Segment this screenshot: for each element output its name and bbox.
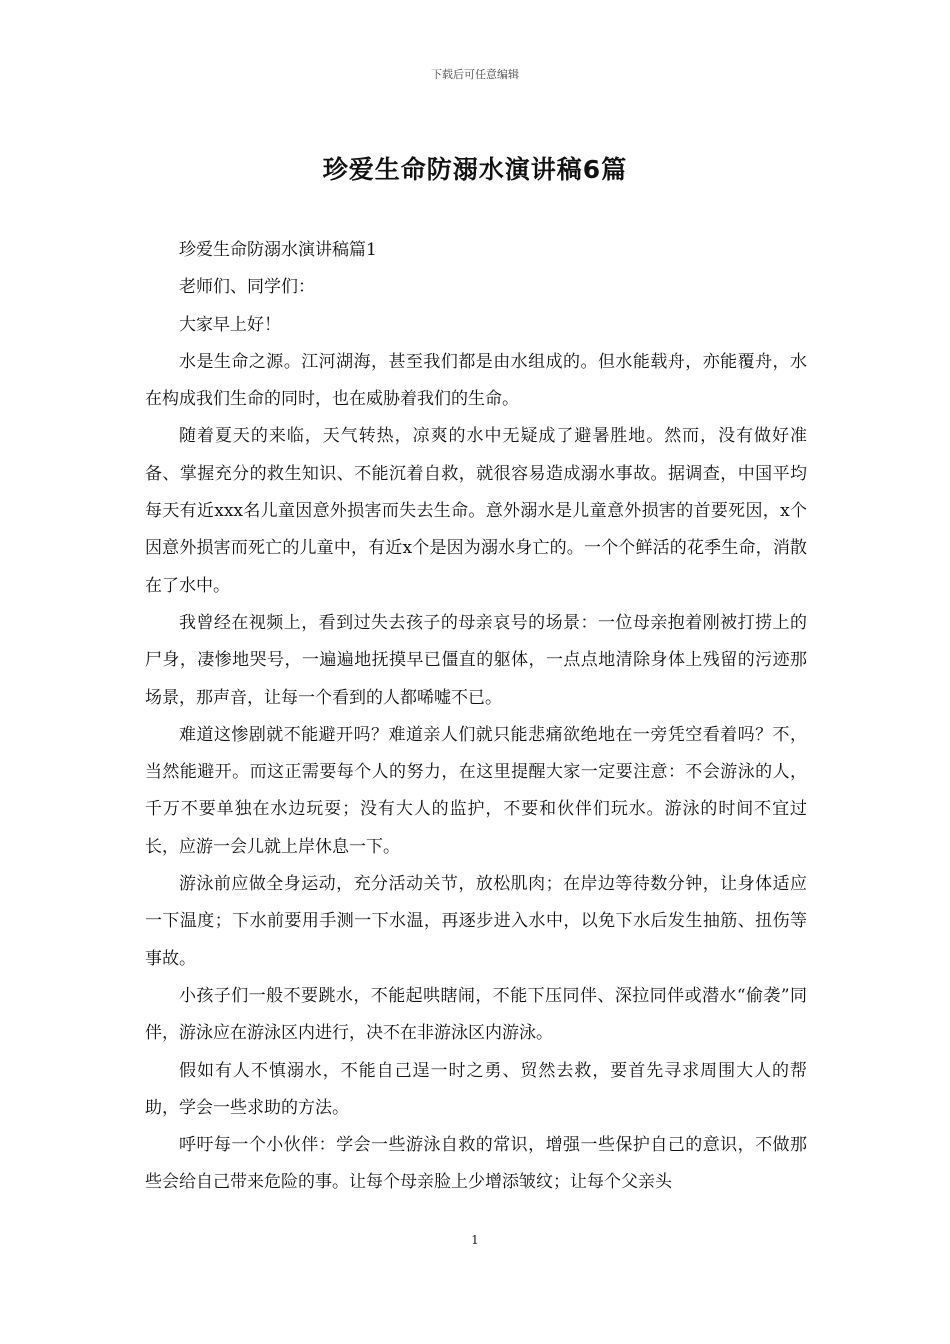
body-paragraph: 难道这惨剧就不能避开吗？难道亲人们就只能悲痛欲绝地在一旁凭空看着吗？不，当然能避开。而这正需要每个人的努力，在这里提醒大家一定要注意：不会游泳的人，千万不要单独在水边玩耍；没有大人的监护，不要和伙伴们玩水。游泳的时间不宜过长，应游一会儿就上岸休息一下。 xyxy=(145,724,807,857)
document-title: 珍爱生命防溺水演讲稿6篇 xyxy=(322,155,628,184)
document-body xyxy=(145,232,807,1202)
body-paragraph: 游泳前应做全身运动，充分活动关节，放松肌肉；在岸边等待数分钟，让身体适应一下温度；下水前要用手测一下水温，再逐步进入水中，以免下水后发生抽筋、扭伤等事故。 xyxy=(145,874,807,969)
section-heading: 珍爱生命防溺水演讲稿篇1 xyxy=(179,240,377,260)
page-number: 1 xyxy=(471,1233,479,1247)
page-header-note: 下载后可任意编辑 xyxy=(431,68,519,81)
salutation: 老师们、同学们： xyxy=(179,277,315,298)
body-paragraph: 我曾经在视频上，看到过失去孩子的母亲哀号的场景：一位母亲抱着刚被打捞上的尸身，凄惨地哭号，一遍遍地抚摸早已僵直的躯体，一点点地清除身体上残留的污迹那场景，那声音，让每一个看到的人都唏嘘不已。 xyxy=(145,612,807,708)
greeting: 大家早上好！ xyxy=(179,314,281,335)
body-paragraph: 呼吁每一个小伙伴：学会一些游泳自救的常识，增强一些保护自己的意识，不做那些会给自己带来危险的事。让每个母亲脸上少增添皱纹；让每个父亲头 xyxy=(145,1135,807,1193)
body-paragraph: 水是生命之源。江河湖海，甚至我们都是由水组成的。但水能载舟，亦能覆舟，水在构成我们生命的同时，也在威胁着我们的生命。 xyxy=(145,351,807,410)
body-paragraph: 假如有人不慎溺水，不能自己逞一时之勇、贸然去救，要首先寻求周围大人的帮助，学会一些求助的方法。 xyxy=(145,1060,807,1118)
body-paragraph: 小孩子们一般不要跳水，不能起哄瞎闹，不能下压同伴、深拉同伴或潜水“偷袭”同伴，游泳应在游泳区内进行，决不在非游泳区内游泳。 xyxy=(145,985,807,1044)
body-paragraph: 随着夏天的来临，天气转热，凉爽的水中无疑成了避暑胜地。然而，没有做好准备、掌握充分的救生知识、不能沉着自救，就很容易造成溺水事故。据调查，中国平均每天有近xxx名儿童因意外损害而失去生命。意外溺水是儿童意外损害的首要死因，x个因意外损害而死亡的儿童中，有近x个是因为溺水身亡的。一个个鲜活的花季生命，消散在了水中。 xyxy=(145,426,807,596)
